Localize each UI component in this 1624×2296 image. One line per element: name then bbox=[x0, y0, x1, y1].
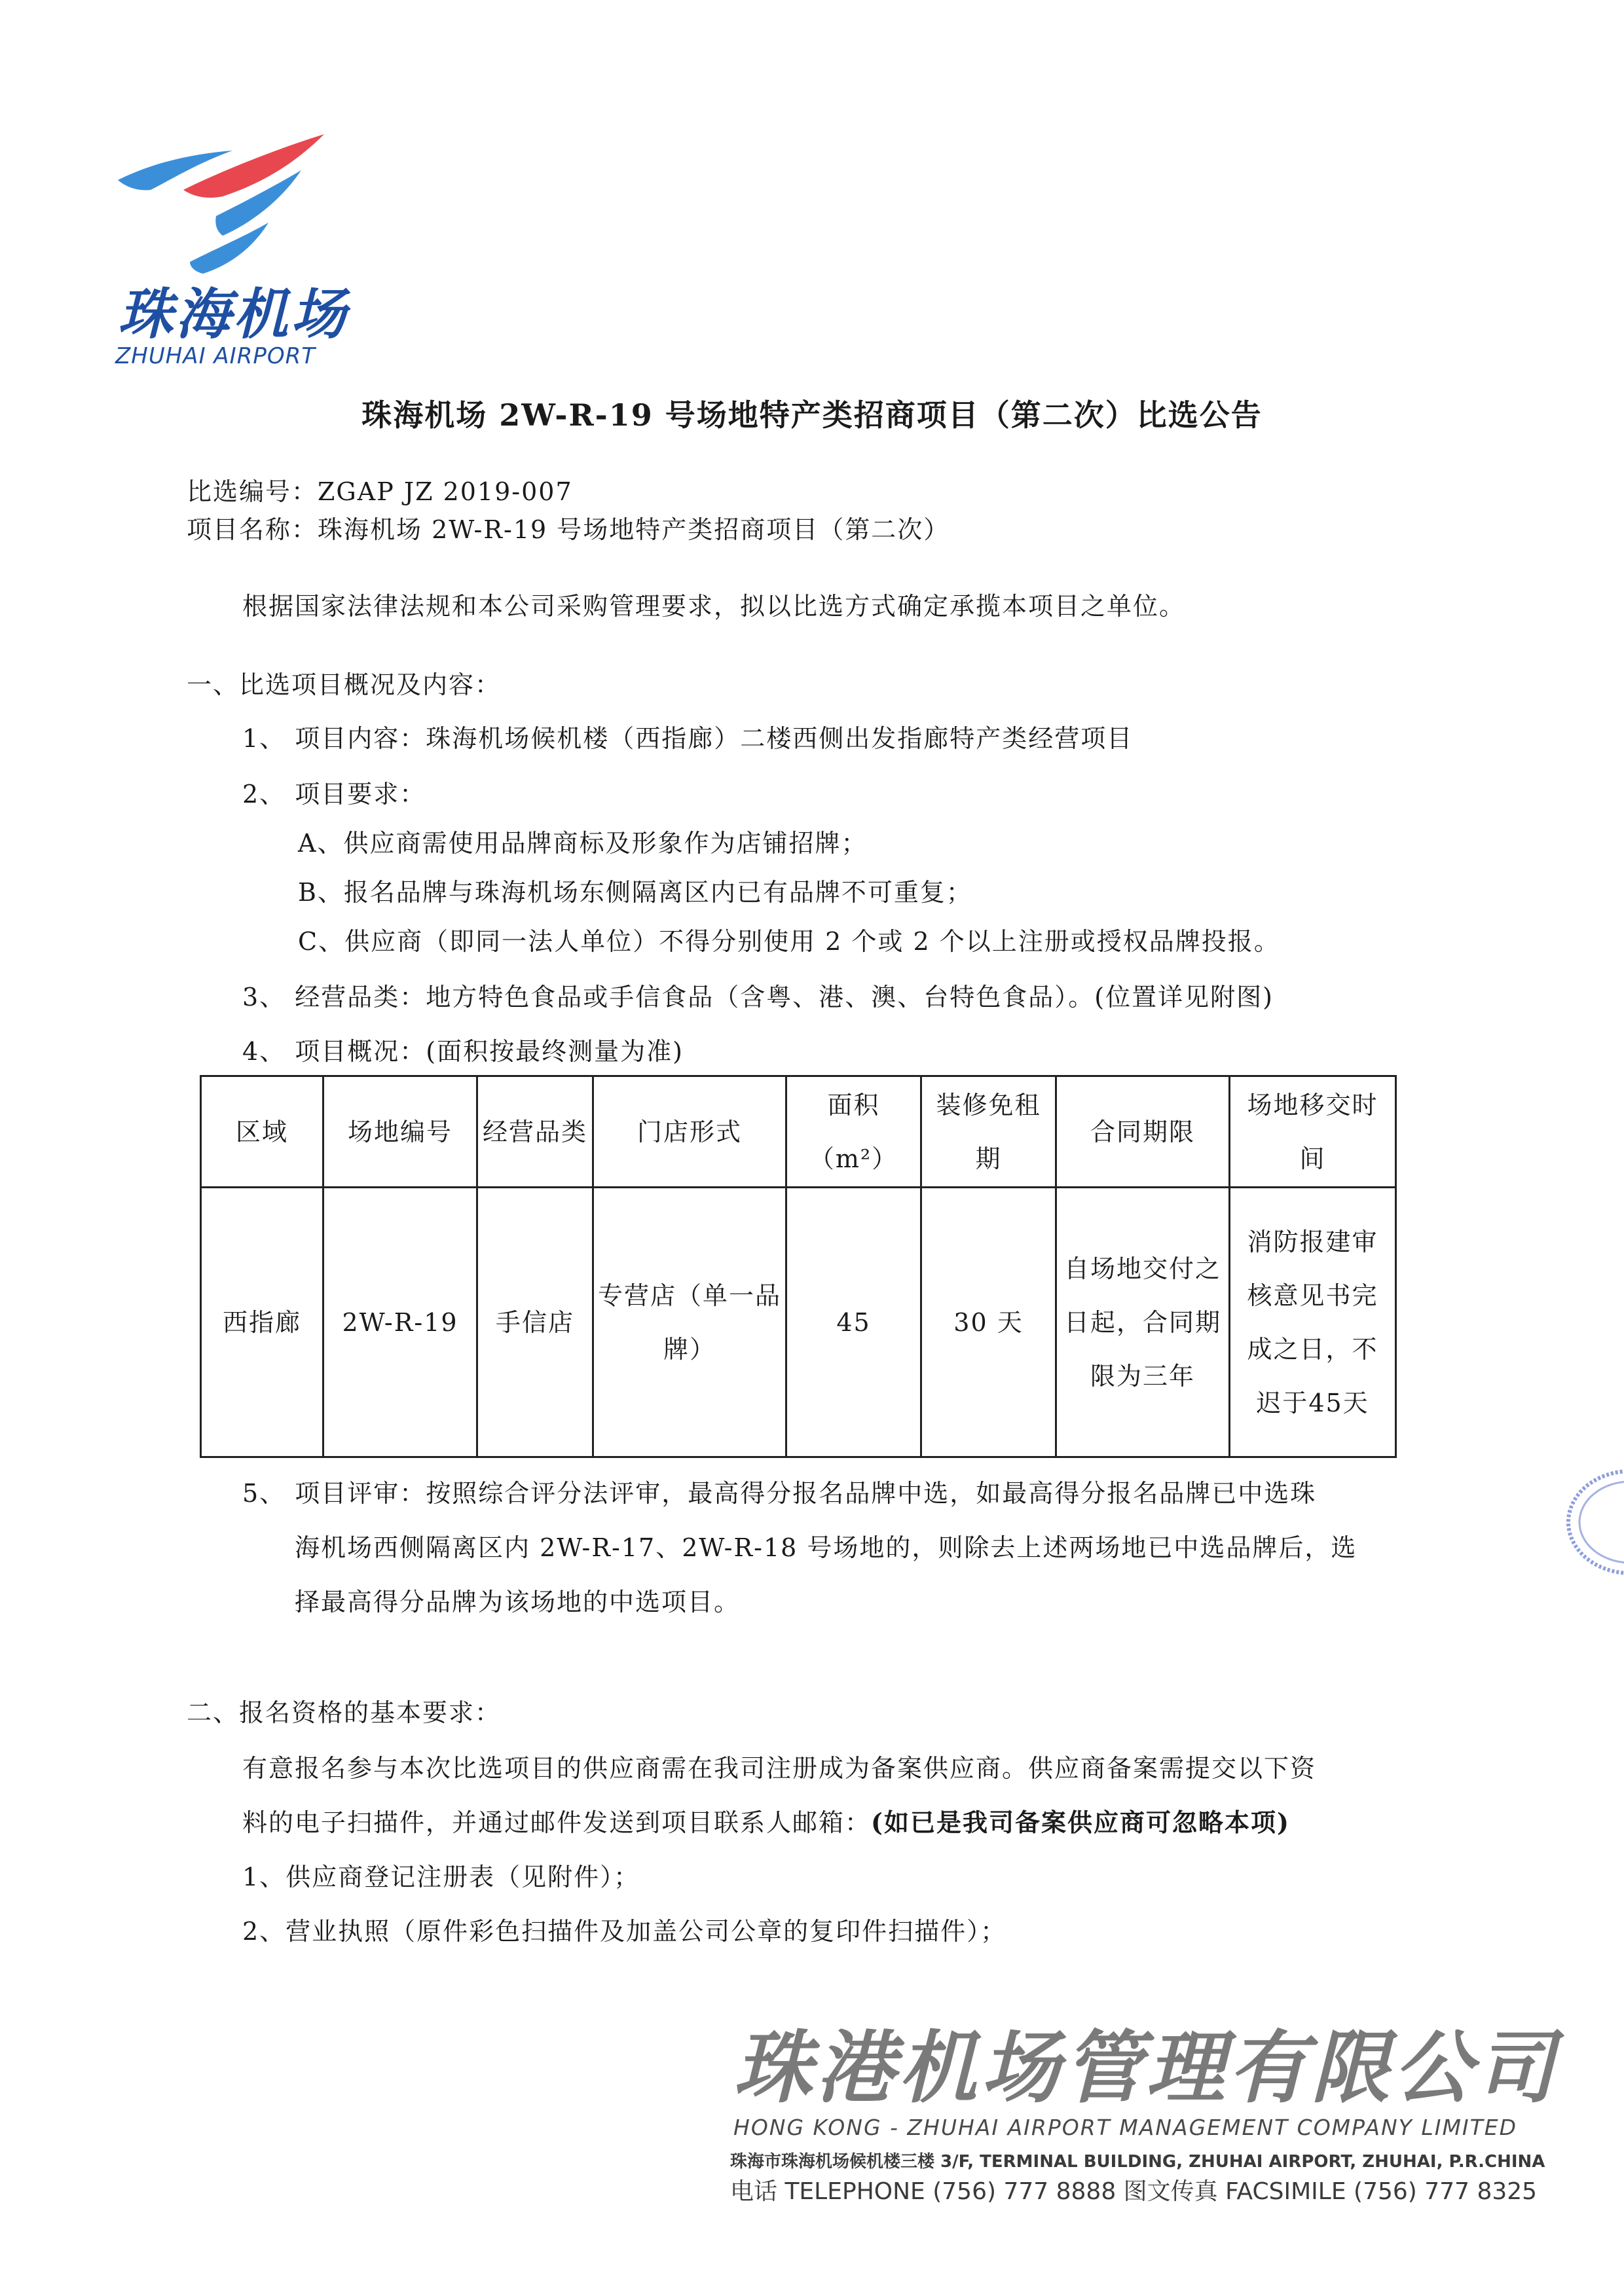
airport-logo-mark bbox=[111, 118, 334, 275]
requirement-b: B、报名品牌与珠海机场东侧隔离区内已有品牌不可重复； bbox=[298, 878, 972, 907]
section-1-item-3: 3、 经营品类：地方特色食品或手信食品（含粤、港、澳、台特色食品）。(位置详见附图) bbox=[242, 983, 1274, 1011]
footer-contact-numbers: 电话 TELEPHONE (756) 777 8888 图文传真 FACSIMILE (756) 777 8325 bbox=[730, 2178, 1538, 2205]
section-2-heading: 二、报名资格的基本要求： bbox=[187, 1698, 502, 1727]
header-site-number: 场地编号 bbox=[323, 1076, 477, 1188]
header-store-type: 门店形式 bbox=[593, 1076, 786, 1188]
header-region: 区域 bbox=[201, 1076, 323, 1188]
section-1-item-5-line-2: 海机场西侧隔离区内 2W-R-17、2W-R-18 号场地的，则除去上述两场地已中选品牌后，选 bbox=[295, 1533, 1357, 1562]
header-contract-term: 合同期限 bbox=[1056, 1076, 1230, 1188]
header-category: 经营品类 bbox=[477, 1076, 593, 1188]
cell-contract-term: 自场地交付之日起，合同期限为三年 bbox=[1056, 1188, 1230, 1457]
section-2-note-bold: (如已是我司备案供应商可忽略本项) bbox=[871, 1808, 1290, 1837]
section-2-paragraph-line-1: 有意报名参与本次比选项目的供应商需在我司注册成为备案供应商。供应商备案需提交以下资 bbox=[242, 1754, 1317, 1783]
header-handover-time: 场地移交时间 bbox=[1230, 1076, 1396, 1188]
requirement-c: C、供应商（即同一法人单位）不得分别使用 2 个或 2 个以上注册或授权品牌投报。 bbox=[298, 927, 1280, 956]
section-1-item-4: 4、 项目概况：(面积按最终测量为准) bbox=[242, 1037, 684, 1066]
table-row bbox=[201, 1188, 1396, 1457]
cell-area: 45 bbox=[786, 1188, 921, 1457]
logo-chinese-name: 珠海机场 bbox=[118, 282, 349, 346]
logo-english-name: ZHUHAI AIRPORT bbox=[115, 343, 316, 369]
table-header-row bbox=[201, 1076, 1396, 1188]
section-1-item-2: 2、 项目要求： bbox=[242, 780, 426, 809]
section-1-item-5-line-1: 5、 项目评审：按照综合评分法评审，最高得分报名品牌中选，如最高得分报名品牌已中选珠 bbox=[242, 1479, 1317, 1508]
footer-address: 珠海市珠海机场候机楼三楼 3/F, TERMINAL BUILDING, ZHUHAI AIRPORT, ZHUHAI, P.R.CHINA bbox=[730, 2152, 1545, 2172]
requirement-a: A、供应商需使用品牌商标及形象作为店铺招牌； bbox=[298, 829, 868, 858]
section-1-heading: 一、比选项目概况及内容： bbox=[187, 670, 502, 699]
footer-company-english-name: HONG KONG - ZHUHAI AIRPORT MANAGEMENT COMPANY LIMITED bbox=[733, 2115, 1518, 2140]
project-overview-table bbox=[200, 1075, 1397, 1458]
section-1-item-1: 1、 项目内容：珠海机场候机楼（西指廊）二楼西侧出发指廊特产类经营项目 bbox=[242, 724, 1134, 753]
header-area: 面积（m²） bbox=[786, 1076, 921, 1188]
document-title: 珠海机场 2W-R-19 号场地特产类招商项目（第二次）比选公告 bbox=[361, 397, 1263, 433]
cell-store-type: 专营店（单一品牌） bbox=[593, 1188, 786, 1457]
section-2-paragraph-line-2 bbox=[242, 1806, 1290, 1840]
cell-handover-time: 消防报建审核意见书完成之日，不迟于45天 bbox=[1230, 1188, 1396, 1457]
section-1-item-5-line-3: 择最高得分品牌为该场地的中选项目。 bbox=[295, 1588, 741, 1616]
section-2-item-1: 1、供应商登记注册表（见附件）； bbox=[242, 1863, 640, 1891]
cell-region: 西指廊 bbox=[201, 1188, 323, 1457]
project-name: 项目名称：珠海机场 2W-R-19 号场地特产类招商项目（第二次） bbox=[187, 515, 950, 544]
cell-rent-free-period: 30 天 bbox=[921, 1188, 1056, 1457]
section-2-item-2: 2、营业执照（原件彩色扫描件及加盖公司公章的复印件扫描件）； bbox=[242, 1917, 1007, 1946]
header-rent-free-period: 装修免租期 bbox=[921, 1076, 1056, 1188]
cell-site-number: 2W-R-19 bbox=[323, 1188, 477, 1457]
section-2-paragraph-text: 料的电子扫描件，并通过邮件发送到项目联系人邮箱： bbox=[242, 1808, 872, 1837]
cell-category: 手信店 bbox=[477, 1188, 593, 1457]
tender-code: 比选编号：ZGAP JZ 2019-007 bbox=[187, 477, 573, 506]
official-seal-partial bbox=[1552, 1467, 1624, 1578]
footer-company-chinese-name: 珠港机场管理有限公司 bbox=[733, 2023, 1559, 2114]
intro-paragraph: 根据国家法律法规和本公司采购管理要求，拟以比选方式确定承揽本项目之单位。 bbox=[242, 592, 1186, 621]
